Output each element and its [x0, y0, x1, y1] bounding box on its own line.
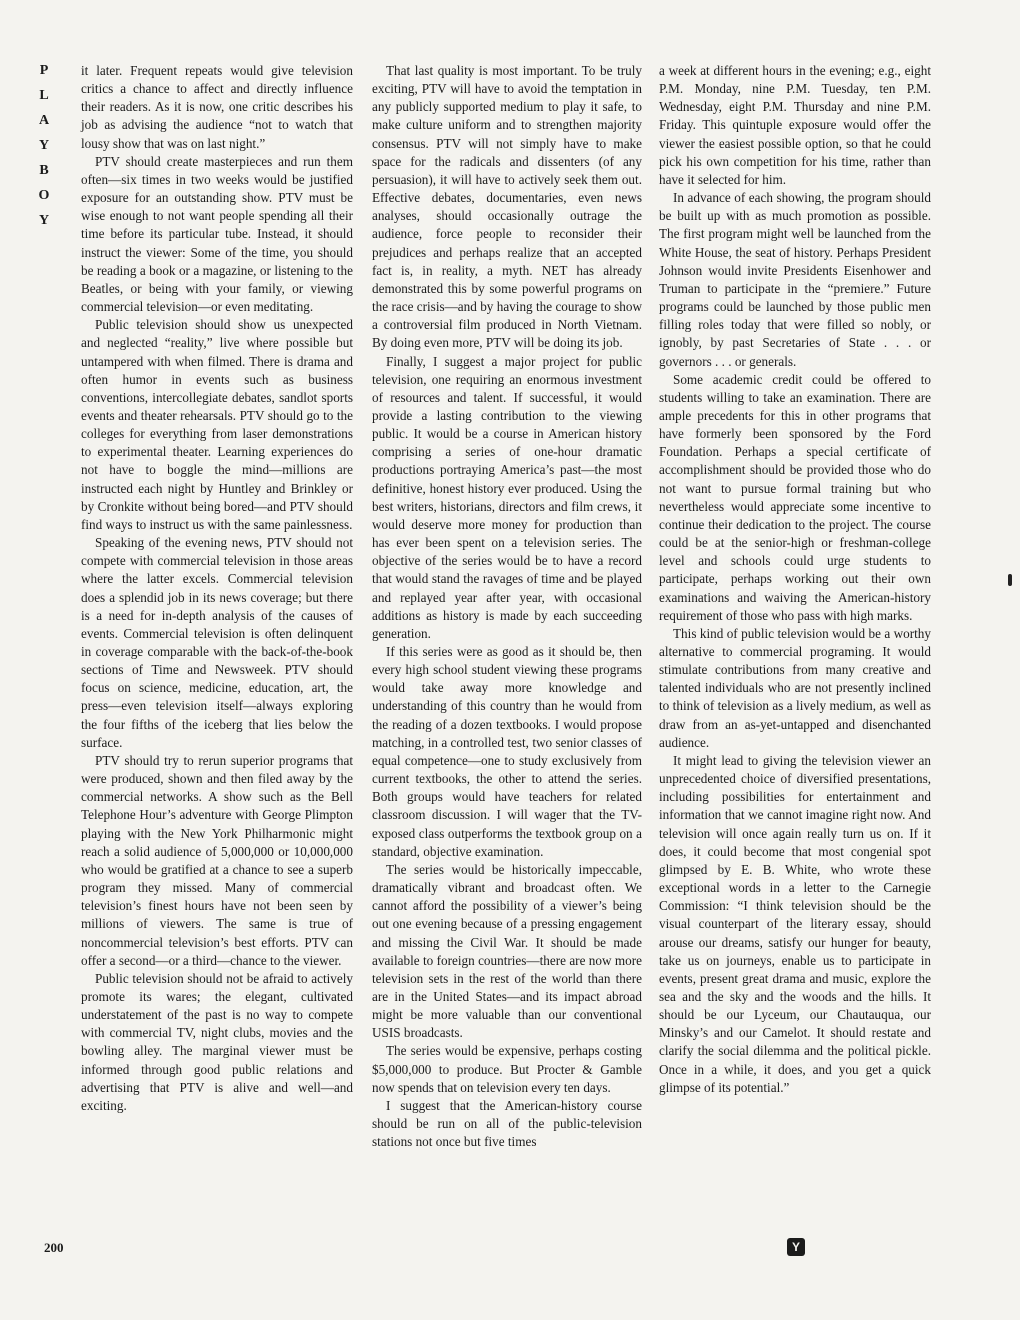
paragraph: Public television should not be afraid to actively promote its wares; the elegant, cultivated understatement of the past is no way to compete with commercial TV, night clubs, movies and the bowling alley. The marginal viewer must be informed through good public relations and advertising that PTV is alive and well—and exciting. [81, 970, 353, 1113]
paragraph: Public television should show us unexpected and neglected “reality,” live where possible but untampered with when filmed. There is drama and often humor in events such as business conventions, intercollegiate debates, sandlot sports events and theater rehearsals. PTV should go to the colleges for everything from laser demonstrations to experimental theater. Learning experiences do not have to boggle the mind—millions are instructed each night by Huntley and Brinkley or by Cronkite without being bored—and PTV should find ways to instruct us with the same painlessness. [81, 317, 353, 532]
paragraph: I suggest that the American-history course should be run on all of the public-television stations not once but five times [372, 1097, 642, 1150]
playboy-masthead [36, 58, 52, 233]
paragraph: PTV should try to rerun superior programs that were produced, shown and then filed away by the commercial networks. A show such as the Bell Telephone Hour’s adventure with George Plimpton playing with the New York Philharmonic might reach a solid audience of 5,000,000 or 10,000,000 who would be gratified at a chance to see a superb program they missed. Many of commercial television’s finest hours have not been seen by millions of viewers. The same is true of noncommercial television’s best efforts. PTV can offer a second—or a third—chance to the viewer. [81, 752, 353, 968]
article-column-2 [372, 62, 642, 1151]
paragraph: Finally, I suggest a major project for public television, one requiring an enormous investment of resources and talent. If successful, it would provide a lasting contribution to the viewing public. It would be a course in American history comprising a series of one-hour dramatic productions portraying America’s past—the most definitive, honest history ever produced. Using the best writers, historians, directors and film crews, it would deserve more money for production than has ever been spent on a television series. The objective of the series would be to have a record that would stand the ravages of time and be played and replayed year after year, with occasional additions as history is made by each succeeding generation. [372, 353, 642, 641]
masthead-letter: Y [38, 213, 50, 228]
paragraph: it later. Frequent repeats would give television critics a chance to affect and directly influence their readers. As it is now, one critic describes his job as advising the audience “not to watch that lousy show that was on last night.” [81, 63, 353, 151]
page-number: 200 [44, 1240, 64, 1255]
paragraph: In advance of each showing, the program should be built up with as much promotion as possible. The first program might well be launched from the White House, the seat of history. Perhaps President Johnson would invite Presidents Eisenhower and Truman to participate in the “premiere.” Future programs could be launched by those public men filling roles today that were filled so nobly, or ignobly, by past Secretaries of State . . . or governors . . . or generals. [659, 190, 931, 369]
paragraph: PTV should create masterpieces and run them often—six times in two weeks would be justified exposure for an outstanding show. PTV must be wise enough to not want people spending all their time before its particular tube. Instead, it should instruct the viewer: Some of the time, you should be reading a book or a magazine, or listening to the Beatles, or being with your family, or viewing commercial television—or even meditating. [81, 153, 353, 315]
masthead-letter: A [38, 113, 50, 128]
paragraph: If this series were as good as it should be, then every high school student viewing these programs would take away more knowledge and understanding of this country than he would from the reading of a dozen textbooks. I would propose matching, in a controlled test, two senior classes of equal competence—one to study exclusively from current textbooks, the other to attend the series. Both groups would have teachers for related classroom discussion. I will wager that the TV-exposed class outperforms the textbook group on a standard, objective examination. [372, 644, 642, 859]
article-column-1 [81, 62, 353, 1115]
masthead-letter: B [39, 163, 49, 178]
masthead-letter: P [39, 63, 49, 78]
end-mark-icon: Y [787, 1238, 805, 1256]
paragraph: Speaking of the evening news, PTV should not compete with commercial television in those areas where the latter excels. Commercial television does a splendid job in its news coverage; but there is a need for in-depth analysis of the causes of events. Commercial television is often delinquent in coverage comparable with the back-of-the-book sections of Time and Newsweek. PTV should focus on science, medicine, education, art, the press—even television itself—always exploring the four fifths of the iceberg that lies below the surface. [81, 535, 353, 750]
paragraph: The series would be historically impeccable, dramatically vibrant and broadcast often. We cannot afford the possibility of a viewer’s being out one evening because of a pressing engagement and missing the Civil War. It should be made available to foreign countries—there are now more television sets in the rest of the world than there are in the United States—and its impact abroad might be more valuable than our conventional USIS broadcasts. [372, 861, 642, 1041]
masthead-letter: L [39, 88, 49, 103]
paragraph: It might lead to giving the television viewer an unprecedented choice of diversified presentations, including possibilities for entertainment and information that we cannot imagine right now. And television will once again really turn us on. If it does, it could become that most congenial spot glimpsed by E. B. White, who wrote these exceptional words in a letter to the Carnegie Commission: “I think television should be the visual counterpart of the literary essay, should arouse our dreams, satisfy our hunger for beauty, take us on journeys, enable us to participate in events, present great drama and music, explore the sea and the sky and the woods and the hills. It should be our Lyceum, our Chautauqua, our Minsky’s and our Camelot. It should restate and clarify the social dilemma and the political pickle. Once in a while, it does, and you get a quick glimpse of its potential.” [659, 752, 931, 1095]
paragraph: a week at different hours in the evening; e.g., eight P.M. Monday, nine P.M. Tuesday, ten P.M. Wednesday, eight P.M. Thursday and nine P.M. Friday. This quintuple exposure would offer the viewer the easiest possible option, so that he could pick his own competition for his time, rather than have it selected for him. [659, 63, 931, 187]
margin-mark [1008, 574, 1012, 586]
masthead-letter: Y [38, 138, 50, 153]
paragraph: The series would be expensive, perhaps costing $5,000,000 to produce. But Procter & Gamble now spends that on television every ten days. [372, 1043, 642, 1095]
paragraph: This kind of public television would be a worthy alternative to commercial programing. It would stimulate contributions from many creative and talented individuals who are not presently inclined to think of television as a lively medium, as well as draw from an as-yet-untapped and disenchanted audience. [659, 625, 931, 750]
masthead-letter: O [38, 188, 50, 203]
paragraph: That last quality is most important. To be truly exciting, PTV will have to avoid the temptation in any publicly supported medium to play it safe, to make culture uniform and to strengthen majority consensus. PTV will not simply have to make space for the radicals and dissenters (of any persuasion), it will have to actively seek them out. Effective debates, documentaries, even news analyses, should occasionally outrage the audience, force people to reconsider their prejudices and perhaps realize that an accepted fact is, in reality, a myth. NET has already demonstrated this by some powerful programs on the race crisis—and by having the courage to show a controversial film produced in North Vietnam. By doing even more, PTV will be doing its job. [372, 63, 642, 351]
article-column-3 [659, 62, 931, 1097]
paragraph: Some academic credit could be offered to students willing to take an examination. There are ample precedents for this in other programs that have formerly been sponsored by the Ford Foundation. Perhaps a special certificate of accomplishment should be provided those who do not want to pursue formal training but who nevertheless would appreciate some incentive to continue their dedication to the project. The course could be at the senior-high or freshman-college level and schools could urge students to participate, perhaps working out their own examinations and waiving the American-history requirement of those who pass with high marks. [659, 371, 931, 623]
